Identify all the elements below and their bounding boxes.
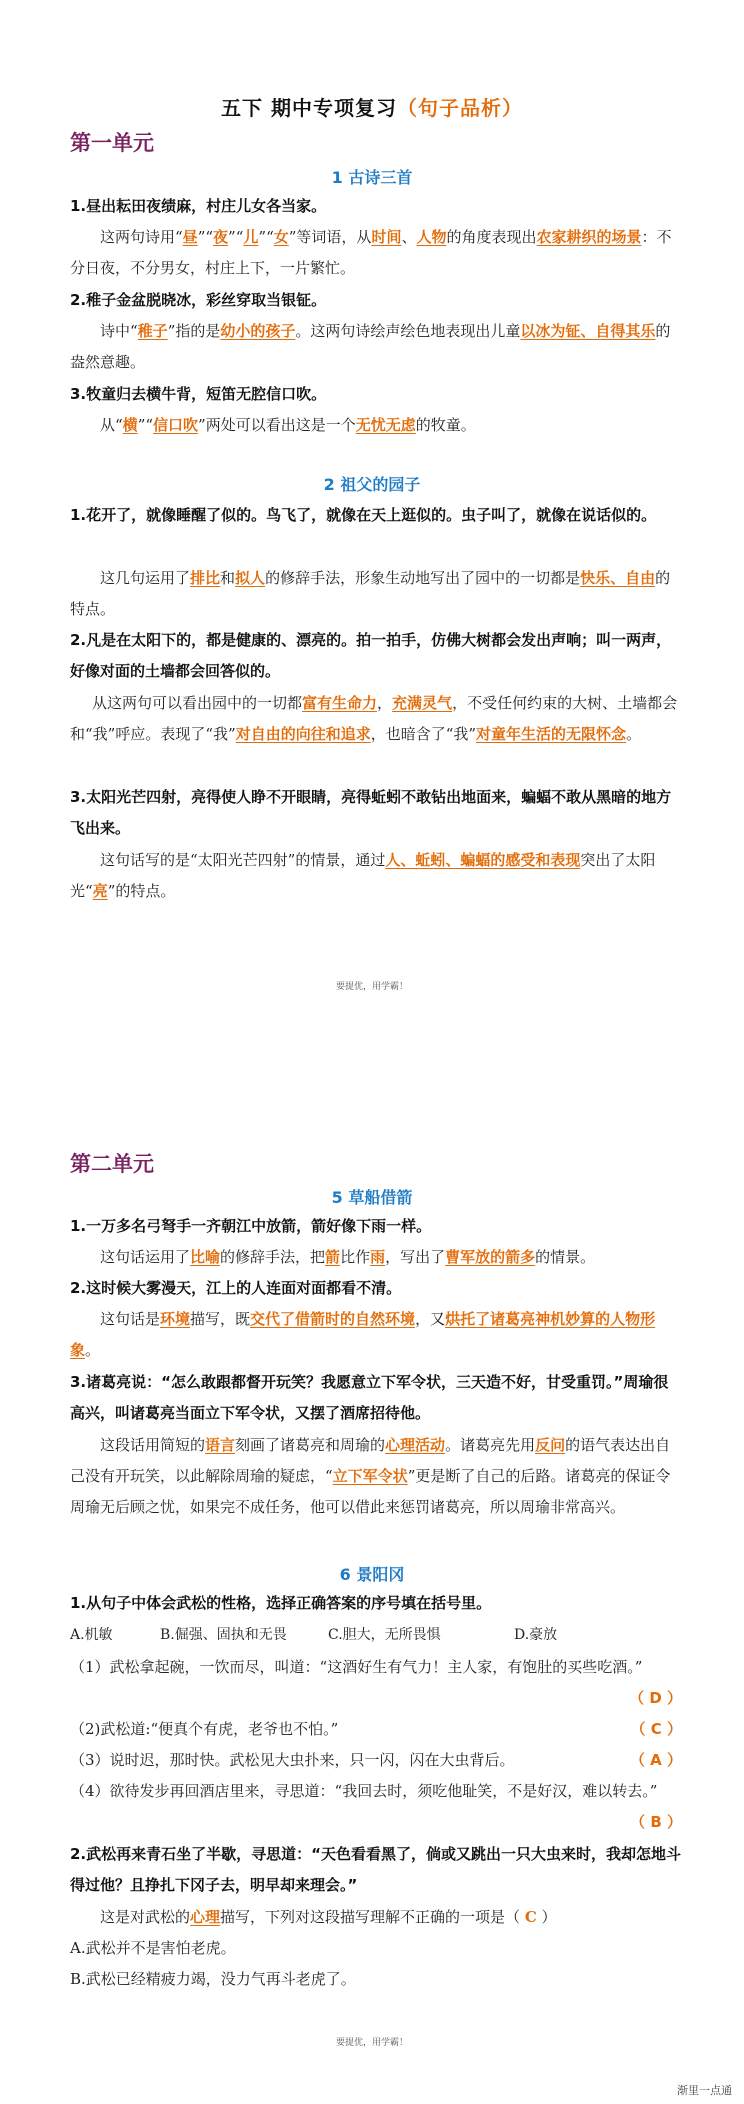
analysis: 从这两句可以看出园中的一切都富有生命力，充满灵气，不受任何约束的大树、土墙都会和“我”呼应。表现了“我”对自由的向往和追求，也暗含了“我”对童年生活的无限怀念。: [70, 694, 678, 743]
question: 1.昼出耘田夜绩麻，村庄儿女各当家。: [70, 197, 327, 215]
question: 2.武松再来青石坐了半歇，寻思道：“天色看看黑了，倘或又跳出一只大虫来时，我却怎地斗得过他？且挣扎下冈子去，明早却来理会。”: [70, 1845, 681, 1894]
analysis: 这两句诗用“昼”“夜”“儿”“女”等词语，从时间、人物的角度表现出农家耕织的场景：不分日夜，不分男女，村庄上下，一片繁忙。: [70, 228, 672, 277]
unit-heading: 第一单元: [70, 131, 154, 155]
lesson-heading: 6 景阳冈: [339, 1565, 405, 1584]
analysis: 这几句运用了排比和拟人的修辞手法，形象生动地写出了园中的一切都是快乐、自由的特点。: [70, 569, 671, 618]
answer: （ B ）: [630, 1813, 682, 1831]
option: C.胆大，无所畏惧: [328, 1627, 441, 1643]
option-list: [70, 1621, 682, 1649]
page-footer: 要提优，用学霸！: [335, 982, 408, 992]
unit-heading: 第二单元: [70, 1152, 154, 1176]
option: B.倔强、固执和无畏: [160, 1627, 287, 1643]
list-item: （2)武松道:“便真个有虎，老爷也不怕。” （ C ）: [70, 1714, 682, 1745]
analysis: 这段话用简短的语言刻画了诸葛亮和周瑜的心理活动。诸葛亮先用反问的语气表达出自己没有开玩笑，以此解除周瑜的疑虑，“立下军令状”更是断了自己的后路。诸葛亮的保证令周瑜无后顾之忧，如果完不成任务，他可以借此来惩罚诸葛亮，所以周瑜非常高兴。: [70, 1436, 671, 1516]
analysis: 这句话运用了比喻的修辞手法，把箭比作雨，写出了曹军放的箭多的情景。: [100, 1248, 596, 1266]
option: A.机敏: [70, 1627, 113, 1643]
analysis: 这句话是环境描写，既交代了借箭时的自然环境，又烘托了诸葛亮神机妙算的人物形象。: [70, 1310, 656, 1359]
lesson-heading: 2 祖父的园子: [323, 475, 421, 494]
question: 2.稚子金盆脱晓冰，彩丝穿取当银钲。: [70, 291, 327, 309]
analysis: 从“横”“信口吹”两处可以看出这是一个无忧无虑的牧童。: [100, 416, 476, 434]
option: A.武松并不是害怕老虎。: [70, 1939, 236, 1957]
page-title: 五下 期中专项复习（句子品析）: [221, 96, 523, 120]
question: 3.太阳光芒四射，亮得使人睁不开眼睛，亮得蚯蚓不敢钻出地面来，蝙蝠不敢从黑暗的地方飞出来。: [70, 788, 672, 837]
option: B.武松已经精疲力竭，没力气再斗老虎了。: [70, 1970, 356, 1988]
list-item: （4）欲待发步再回酒店里来，寻思道：“我回去时，须吃他耻笑，不是好汉，难以转去。” （ B ）: [70, 1776, 682, 1838]
analysis: 诗中“稚子”指的是幼小的孩子。这两句诗绘声绘色地表现出儿童以冰为钲、自得其乐的盎然意趣。: [70, 322, 671, 371]
question: 1.从句子中体会武松的性格，选择正确答案的序号填在括号里。: [70, 1594, 492, 1612]
lesson-heading: 5 草船借箭: [331, 1188, 413, 1207]
question: 3.诸葛亮说：“怎么敢跟都督开玩笑？我愿意立下军令状，三天造不好，甘受重罚。”周瑜很高兴，叫诸葛亮当面立下军令状，又摆了酒席招待他。: [70, 1373, 669, 1422]
page-footer: 要提优，用学霸！: [335, 2038, 408, 2048]
question: 2.这时候大雾漫天，江上的人连面对面都看不清。: [70, 1279, 402, 1297]
answer: （ C ）: [630, 1720, 682, 1738]
question: 1.花开了，就像睡醒了似的。鸟飞了，就像在天上逛似的。虫子叫了，就像在说话似的。: [70, 506, 657, 524]
list-item: （1）武松拿起碗，一饮而尽，叫道：“这酒好生有气力！主人家，有饱肚的买些吃酒。” （ D ）: [70, 1652, 682, 1714]
watermark-text: 渐里一点通: [677, 2084, 732, 2097]
answer: （ D ）: [629, 1689, 682, 1707]
lesson-heading: 1 古诗三首: [331, 168, 413, 187]
question: 3.牧童归去横牛背，短笛无腔信口吹。: [70, 385, 327, 403]
list-item: （3）说时迟，那时快。武松见大虫扑来，只一闪，闪在大虫背后。 （ A ）: [70, 1745, 682, 1776]
answer: （ A ）: [629, 1751, 682, 1769]
analysis: 这是对武松的心理描写，下列对这段描写理解不正确的一项是（ C ）: [100, 1908, 557, 1926]
question: 2.凡是在太阳下的，都是健康的、漂亮的。拍一拍手，仿佛大树都会发出声响；叫一两声，好像对面的土墙都会回答似的。: [70, 631, 672, 680]
analysis: 这句话写的是“太阳光芒四射”的情景，通过人、蚯蚓、蝙蝠的感受和表现突出了太阳光“亮”的特点。: [70, 851, 656, 900]
option: D.豪放: [514, 1627, 558, 1643]
question: 1.一万多名弓弩手一齐朝江中放箭，箭好像下雨一样。: [70, 1217, 432, 1235]
